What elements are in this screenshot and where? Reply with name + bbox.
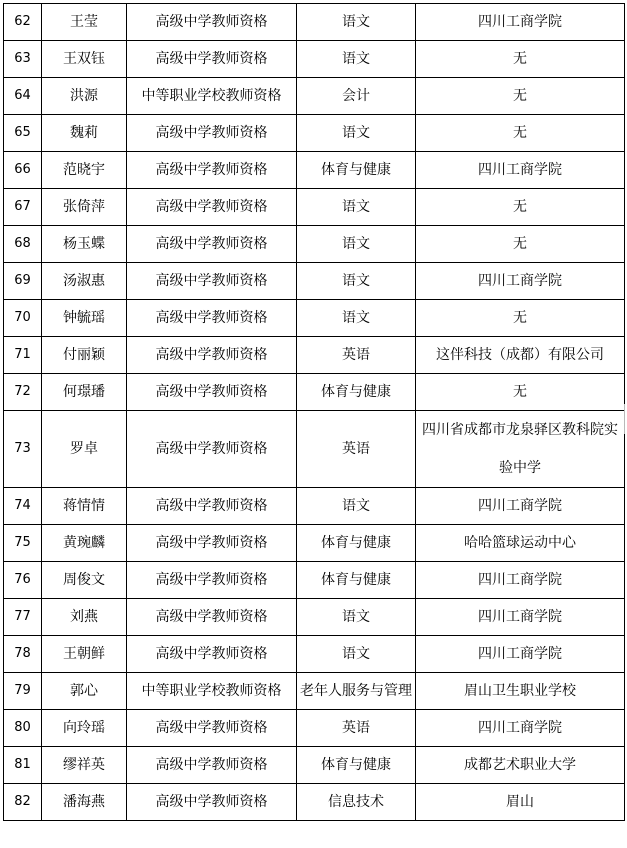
- cell-subject: 语文: [297, 488, 416, 525]
- cell-name: 范晓宇: [42, 152, 127, 189]
- cell-qualification: 高级中学教师资格: [127, 226, 297, 263]
- table-row: [4, 747, 625, 784]
- table-row: [4, 115, 625, 152]
- cell-unit: 四川工商学院: [416, 636, 625, 673]
- cell-unit: 哈哈篮球运动中心: [416, 525, 625, 562]
- cell-subject: 会计: [297, 78, 416, 115]
- cell-qualification: 高级中学教师资格: [127, 115, 297, 152]
- cell-qualification: 中等职业学校教师资格: [127, 78, 297, 115]
- cell-subject: 语文: [297, 115, 416, 152]
- cell-qualification: 高级中学教师资格: [127, 411, 297, 488]
- table-row: [4, 263, 625, 300]
- cell-number: 64: [4, 78, 42, 115]
- cell-unit: 四川工商学院: [416, 263, 625, 300]
- cell-unit: 无: [416, 300, 625, 337]
- cell-qualification: 高级中学教师资格: [127, 488, 297, 525]
- cell-number: 67: [4, 189, 42, 226]
- cell-name: 钟毓瑶: [42, 300, 127, 337]
- cell-number: 77: [4, 599, 42, 636]
- cell-unit: 四川工商学院: [416, 4, 625, 41]
- cell-name: 潘海燕: [42, 784, 127, 821]
- cell-unit: 无: [416, 41, 625, 78]
- table-row: [4, 78, 625, 115]
- cell-unit: 四川工商学院: [416, 488, 625, 525]
- cell-name: 罗卓: [42, 411, 127, 488]
- cell-unit: 这伴科技（成都）有限公司: [416, 337, 625, 374]
- cell-unit: 四川工商学院: [416, 599, 625, 636]
- cell-unit: 四川省成都市龙泉驿区教科院实验中学: [416, 411, 625, 488]
- table-row: [4, 226, 625, 263]
- cell-number: 63: [4, 41, 42, 78]
- table-row: [4, 710, 625, 747]
- cell-number: 74: [4, 488, 42, 525]
- table-row: [4, 636, 625, 673]
- cell-qualification: 高级中学教师资格: [127, 599, 297, 636]
- cell-number: 80: [4, 710, 42, 747]
- cell-number: 78: [4, 636, 42, 673]
- cell-number: 73: [4, 411, 42, 488]
- cell-number: 65: [4, 115, 42, 152]
- cell-qualification: 高级中学教师资格: [127, 337, 297, 374]
- table-row: [4, 300, 625, 337]
- cell-subject: 语文: [297, 189, 416, 226]
- table-row: [4, 562, 625, 599]
- cell-name: 黄琬麟: [42, 525, 127, 562]
- cell-name: 郭心: [42, 673, 127, 710]
- table-row: [4, 152, 625, 189]
- cell-subject: 语文: [297, 300, 416, 337]
- cell-number: 66: [4, 152, 42, 189]
- cell-qualification: 高级中学教师资格: [127, 747, 297, 784]
- cell-name: 刘燕: [42, 599, 127, 636]
- cell-subject: 体育与健康: [297, 152, 416, 189]
- cell-name: 付丽颖: [42, 337, 127, 374]
- cell-subject: 语文: [297, 263, 416, 300]
- cell-qualification: 高级中学教师资格: [127, 636, 297, 673]
- cell-unit: 四川工商学院: [416, 152, 625, 189]
- cell-number: 81: [4, 747, 42, 784]
- cell-subject: 信息技术: [297, 784, 416, 821]
- cell-name: 王莹: [42, 4, 127, 41]
- cell-unit: 无: [416, 78, 625, 115]
- cell-number: 72: [4, 374, 42, 411]
- cell-qualification: 高级中学教师资格: [127, 374, 297, 411]
- cell-name: 王双钰: [42, 41, 127, 78]
- table-row: [4, 784, 625, 821]
- cell-qualification: 中等职业学校教师资格: [127, 673, 297, 710]
- cell-subject: 老年人服务与管理: [297, 673, 416, 710]
- cell-name: 周俊文: [42, 562, 127, 599]
- table-row: [4, 374, 625, 411]
- cell-name: 汤淑惠: [42, 263, 127, 300]
- cell-unit: 无: [416, 226, 625, 263]
- cell-unit: 眉山卫生职业学校: [416, 673, 625, 710]
- teacher-qualification-table: [3, 3, 625, 821]
- table-row: [4, 41, 625, 78]
- cell-name: 何璟璠: [42, 374, 127, 411]
- cell-subject: 语文: [297, 226, 416, 263]
- cell-number: 69: [4, 263, 42, 300]
- cell-subject: 英语: [297, 337, 416, 374]
- cell-number: 76: [4, 562, 42, 599]
- cell-number: 75: [4, 525, 42, 562]
- cell-qualification: 高级中学教师资格: [127, 4, 297, 41]
- cell-unit: 无: [416, 115, 625, 152]
- cell-qualification: 高级中学教师资格: [127, 300, 297, 337]
- cell-name: 魏莉: [42, 115, 127, 152]
- cell-subject: 英语: [297, 710, 416, 747]
- cell-unit: 成都艺术职业大学: [416, 747, 625, 784]
- cell-subject: 语文: [297, 636, 416, 673]
- cell-name: 蒋情情: [42, 488, 127, 525]
- cell-qualification: 高级中学教师资格: [127, 562, 297, 599]
- cell-name: 杨玉蝶: [42, 226, 127, 263]
- cell-number: 71: [4, 337, 42, 374]
- cell-number: 68: [4, 226, 42, 263]
- cell-subject: 体育与健康: [297, 525, 416, 562]
- cell-subject: 体育与健康: [297, 374, 416, 411]
- cell-unit: 无: [416, 189, 625, 226]
- table-row: [4, 525, 625, 562]
- cell-qualification: 高级中学教师资格: [127, 525, 297, 562]
- cell-name: 缪祥英: [42, 747, 127, 784]
- cell-qualification: 高级中学教师资格: [127, 189, 297, 226]
- cell-qualification: 高级中学教师资格: [127, 152, 297, 189]
- cell-number: 70: [4, 300, 42, 337]
- cell-qualification: 高级中学教师资格: [127, 263, 297, 300]
- table-row: [4, 673, 625, 710]
- cell-subject: 语文: [297, 599, 416, 636]
- table-body: [4, 4, 625, 821]
- cell-qualification: 高级中学教师资格: [127, 710, 297, 747]
- table-row: [4, 599, 625, 636]
- cell-subject: 语文: [297, 41, 416, 78]
- cell-unit: 眉山: [416, 784, 625, 821]
- cell-subject: 体育与健康: [297, 747, 416, 784]
- table-row: [4, 411, 625, 488]
- cell-number: 62: [4, 4, 42, 41]
- cell-number: 79: [4, 673, 42, 710]
- cell-subject: 英语: [297, 411, 416, 488]
- table-row: [4, 189, 625, 226]
- table-row: [4, 488, 625, 525]
- cell-name: 王朝鲜: [42, 636, 127, 673]
- cell-subject: 语文: [297, 4, 416, 41]
- cell-subject: 体育与健康: [297, 562, 416, 599]
- cell-unit: 四川工商学院: [416, 562, 625, 599]
- cell-name: 向玲瑶: [42, 710, 127, 747]
- cell-unit: 四川工商学院: [416, 710, 625, 747]
- table-row: [4, 337, 625, 374]
- cell-name: 洪源: [42, 78, 127, 115]
- cell-name: 张倚萍: [42, 189, 127, 226]
- cell-unit: 无: [416, 374, 625, 411]
- scrollbar-edge[interactable]: [624, 404, 625, 434]
- cell-qualification: 高级中学教师资格: [127, 784, 297, 821]
- cell-qualification: 高级中学教师资格: [127, 41, 297, 78]
- cell-number: 82: [4, 784, 42, 821]
- table-row: [4, 4, 625, 41]
